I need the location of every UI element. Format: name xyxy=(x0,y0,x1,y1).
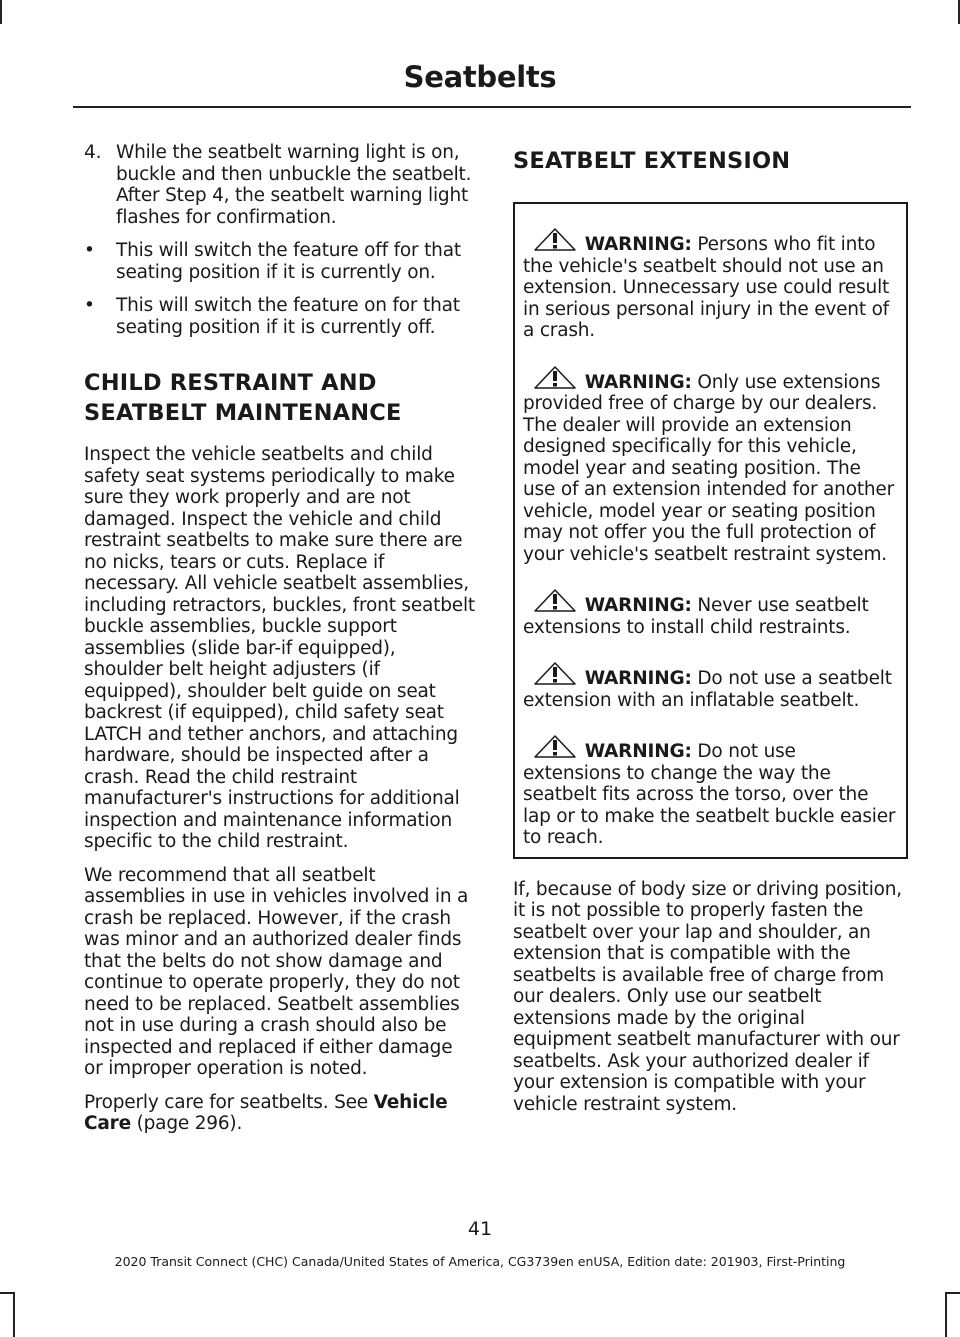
warning xyxy=(523,587,898,638)
warning xyxy=(523,364,898,566)
warning xyxy=(523,226,898,342)
bullet-glyph: • xyxy=(84,240,95,261)
paragraph-care xyxy=(84,1092,476,1135)
right-column xyxy=(513,142,908,1127)
bullet-glyph: • xyxy=(84,295,95,316)
crop-mark-bottom-right-v xyxy=(945,1292,947,1337)
warning-text: Never use seatbelt extensions to install child restraints. xyxy=(523,595,869,638)
section-heading-child-restraint xyxy=(84,368,476,428)
heading-line: CHILD RESTRAINT AND xyxy=(84,370,377,396)
bullet-text: This will switch the feature on for that seating position if it is currently off. xyxy=(116,295,460,338)
warning xyxy=(523,660,898,711)
heading-line: SEATBELT MAINTENANCE xyxy=(84,400,402,426)
bullet-text: This will switch the feature off for that seating position if it is currently on. xyxy=(116,240,461,283)
care-text: Properly care for seatbelts. See xyxy=(84,1091,374,1113)
warning-triangle-icon xyxy=(531,364,579,390)
left-column xyxy=(84,142,476,1147)
vehicle-care-link[interactable]: Vehicle Care xyxy=(84,1091,448,1134)
warning-triangle-icon xyxy=(531,226,579,252)
warning-label: WARNING: xyxy=(584,741,692,762)
warning-text: Only use extensions provided free of charge by our dealers. The dealer will provide an extension designed specifically for this vehicle, model year and seating position. The use of an extension intended for another vehicle, model year or seating position may not offer you the full protection of your vehicle's seatbelt restraint system. xyxy=(523,371,894,565)
warning-triangle-icon xyxy=(531,660,579,686)
warning-text: Persons who fit into the vehicle's seatbelt should not use an extension. Unnecessary use could result in serious personal injury in the event of a crash. xyxy=(523,234,890,341)
warning-triangle-icon xyxy=(531,733,579,759)
paragraph-extension-info: If, because of body size or driving position, it is not possible to properly fasten the seatbelt over your lap and shoulder, an extension that is compatible with the seatbelts is available free of charge from our dealers. Only use our seatbelt extensions made by the original equipment seatbelt manufacturer with our seatbelts. Ask your authorized dealer if your extension is compatible with your vehicle restraint system. xyxy=(513,878,902,1115)
numbered-step xyxy=(84,142,476,228)
warning-label: WARNING: xyxy=(584,668,692,689)
warning xyxy=(523,733,898,849)
warning-triangle-icon xyxy=(531,587,579,613)
paragraph-inspect: Inspect the vehicle seatbelts and child safety seat systems periodically to make sure they work properly and are not damaged. Inspect the vehicle and child restraint seatbelts to make sure there are no nicks, tears or cuts. Replace if necessary. All vehicle seatbelt assemblies, including retractors, buckles, front seatbelt buckle assemblies, buckle support assemblies (slide bar-if equipped), shoulder belt height adjusters (if equipped), shoulder belt guide on seat backrest (if equipped), child safety seat LATCH and tether anchors, and attaching hardware, should be inspected after a crash. Read the child restraint manufacturer's instructions for additional inspection and maintenance information specific to the child restraint. xyxy=(84,444,475,852)
paragraph-replace: We recommend that all seatbelt assemblies in use in vehicles involved in a crash be replaced. However, if the crash was minor and an authorized dealer finds that the belts do not show damage and continue to operate properly, they do not need to be replaced. Seatbelt assemblies not in use during a crash should also be inspected and replaced if either damage or improper operation is noted. xyxy=(84,864,469,1079)
header-divider xyxy=(73,106,911,108)
bullet-item xyxy=(84,240,476,283)
warning-label: WARNING: xyxy=(584,234,692,255)
crop-mark-bottom-left-v xyxy=(13,1292,15,1337)
warning-box xyxy=(513,202,908,859)
footer-edition-info: 2020 Transit Connect (CHC) Canada/United States of America, CG3739en enUSA, Edition date: 201903, First-Printing xyxy=(114,1254,846,1269)
crop-mark-bottom-left xyxy=(0,1292,14,1294)
warning-label: WARNING: xyxy=(584,595,692,616)
warning-text: Do not use extensions to change the way the seatbelt fits across the torso, over the lap or to make the seatbelt buckle easier to reach. xyxy=(523,741,896,848)
page-number: 41 xyxy=(467,1218,493,1240)
bullet-item xyxy=(84,295,476,338)
step-number: 4. xyxy=(84,142,102,163)
section-heading-seatbelt-extension: SEATBELT EXTENSION xyxy=(513,148,791,174)
crop-mark-top-left xyxy=(0,0,2,24)
step-text: While the seatbelt warning light is on, buckle and then unbuckle the seatbelt. After Step 4, the seatbelt warning light flashes for confirmation. xyxy=(116,142,472,228)
care-page-ref: (page 296). xyxy=(130,1113,243,1134)
warning-text: Do not use a seatbelt extension with an inflatable seatbelt. xyxy=(523,668,892,711)
warning-label: WARNING: xyxy=(584,371,692,393)
crop-mark-bottom-right xyxy=(946,1292,960,1294)
page-header-title: Seatbelts xyxy=(403,60,557,94)
